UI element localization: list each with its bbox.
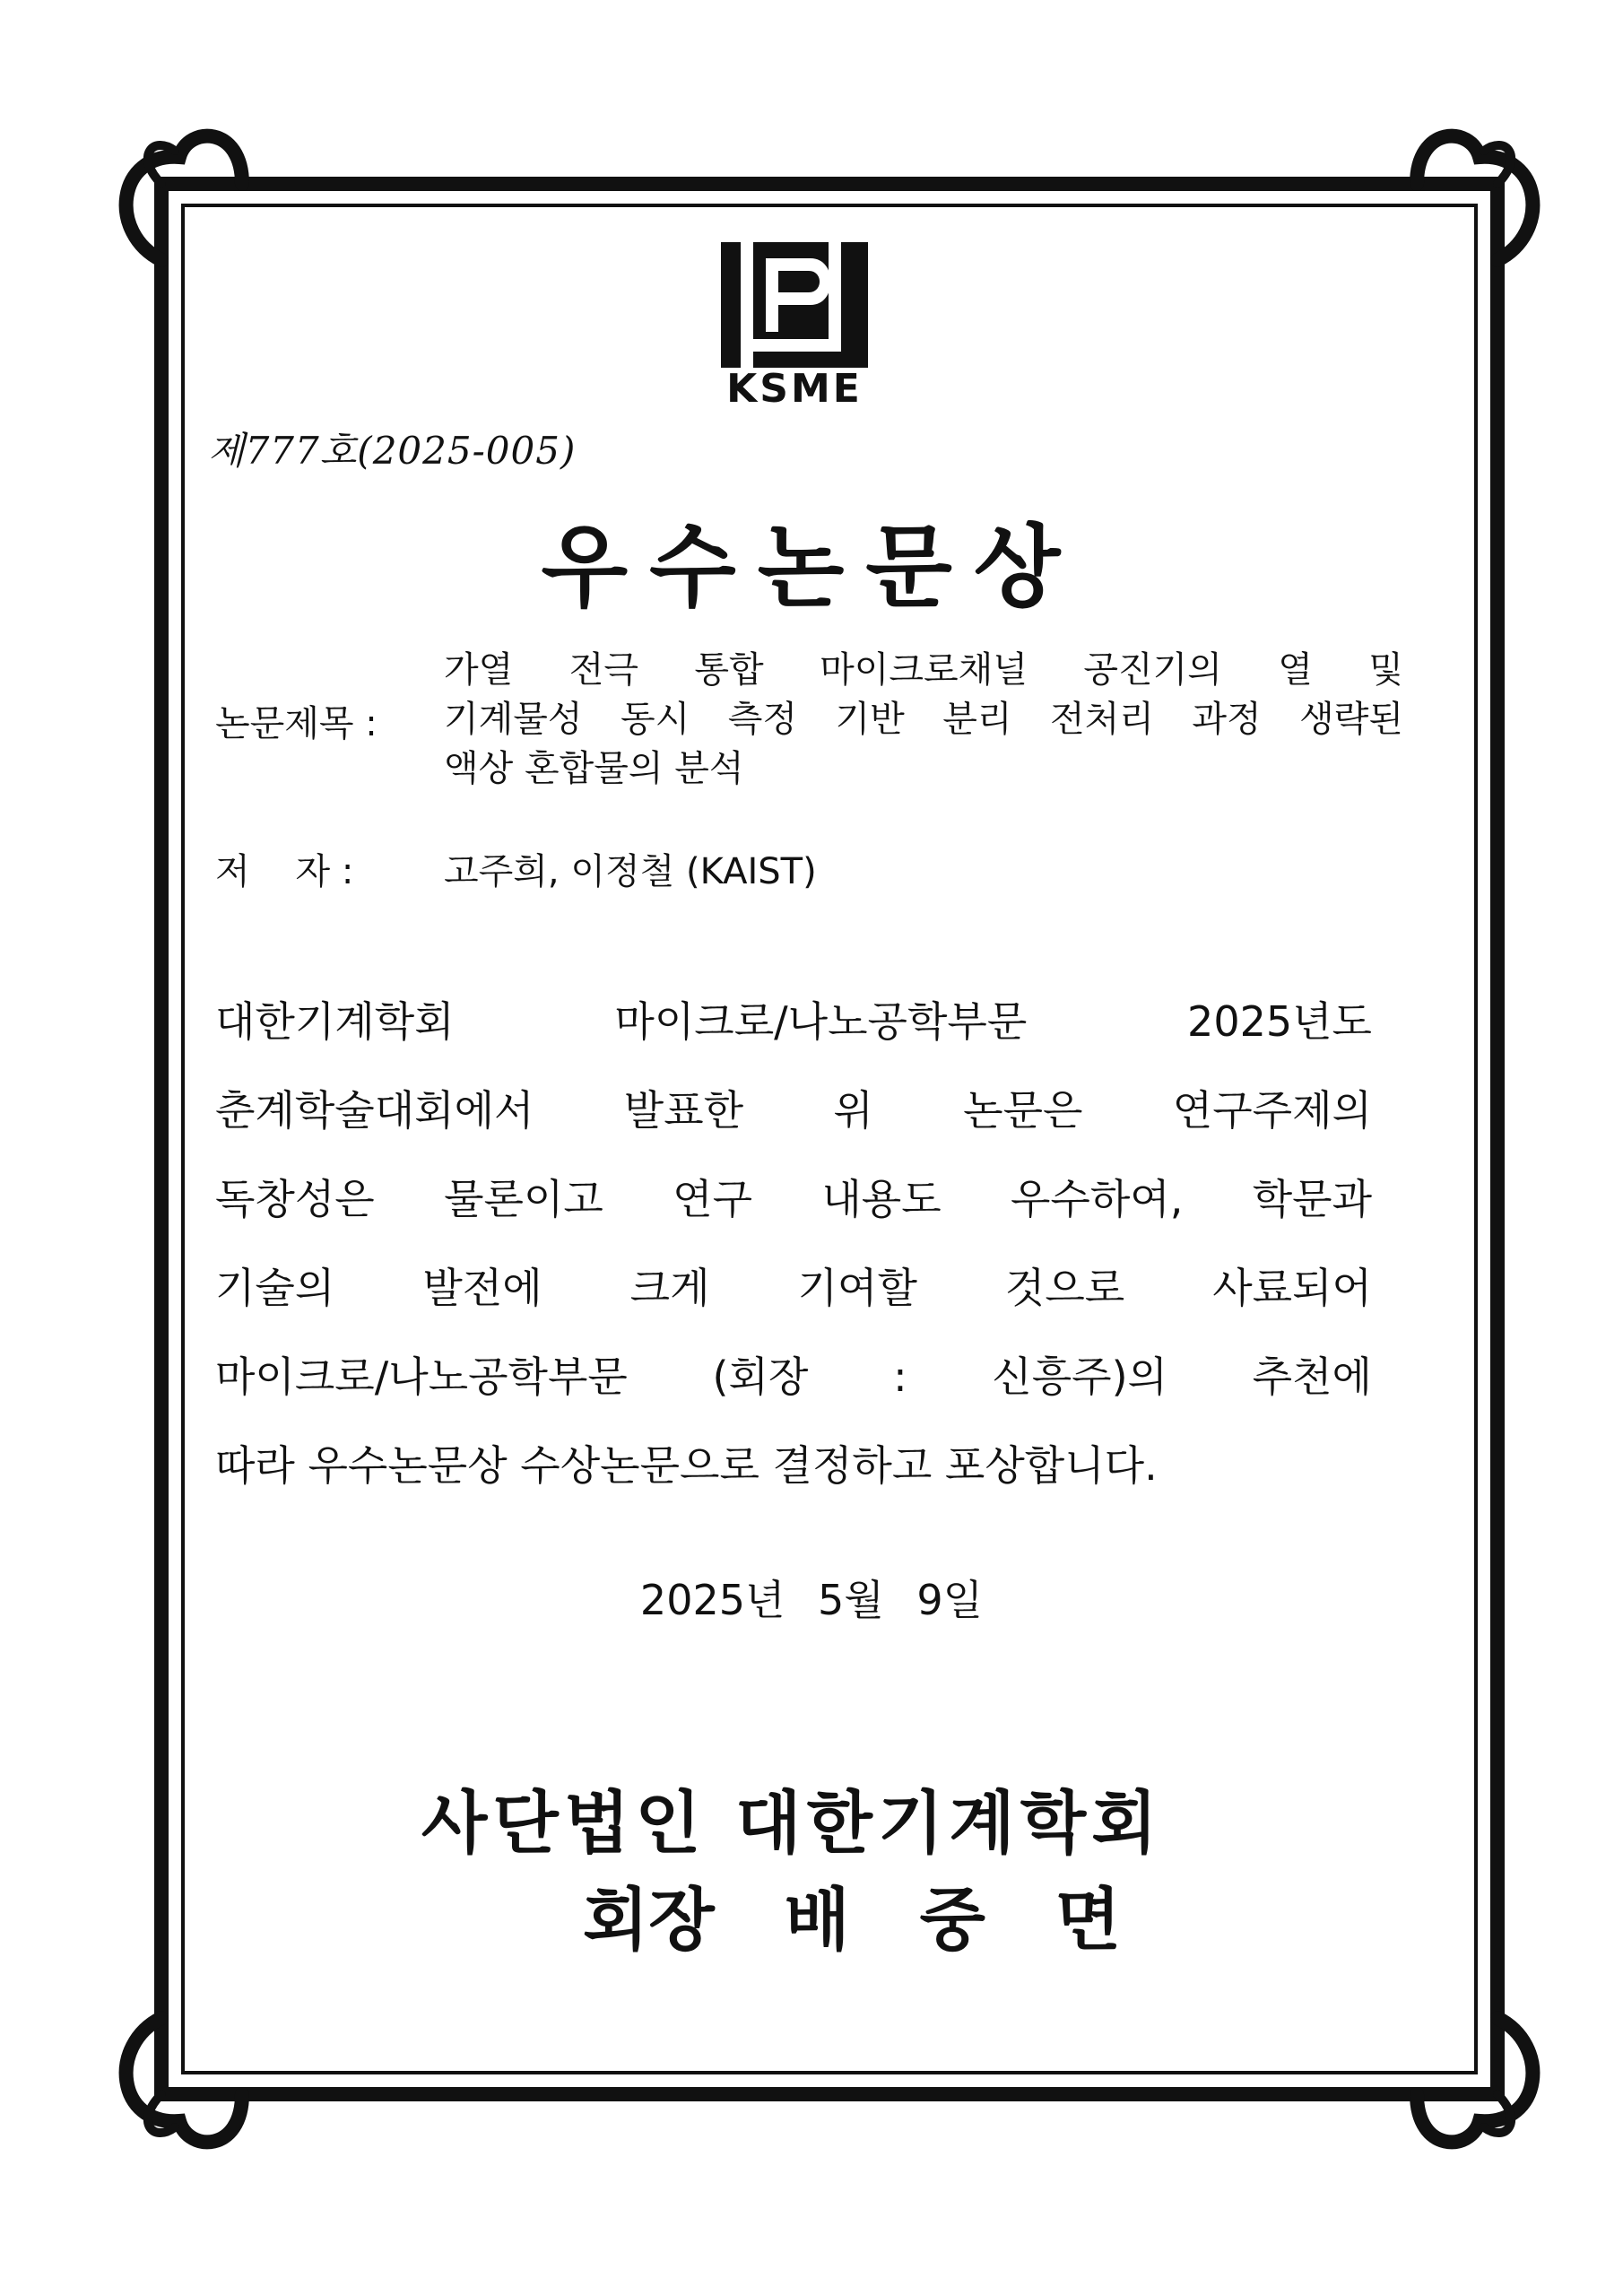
body-line: 기술의 발전에 크게 기여할 것으로 사료되어 <box>215 1264 1372 1312</box>
certificate-body <box>215 978 1372 1510</box>
issue-date: 2025년 5월 9일 <box>639 1576 984 1624</box>
paper-title-line: 기계물성 동시 측정 기반 분리 전처리 과정 생략된 <box>444 699 1403 740</box>
body-line: 독창성은 물론이고 연구 내용도 우수하여, 학문과 <box>215 1175 1372 1223</box>
authors: 고주희, 이정철 (KAIST) <box>444 851 817 892</box>
ksme-logo <box>717 242 872 412</box>
certificate-serial-number: 제777호(2025-005) <box>208 429 577 473</box>
award-title: 우수논문상 <box>541 515 1082 620</box>
paper-title-line: 액상 혼합물의 분석 <box>444 748 744 789</box>
paper-title-line: 가열 전극 통합 마이크로채널 공진기의 열 및 <box>444 649 1403 691</box>
body-line: 마이크로/나노공학부문 (회장 : 신흥주)의 추천에 <box>215 1352 1372 1401</box>
body-line: 대한기계학회 마이크로/나노공학부문 2025년도 <box>215 997 1372 1046</box>
organization-name: 사단법인 대한기계학회 <box>421 1783 1163 1863</box>
paper-title <box>444 646 1403 794</box>
body-line: 따라 우수논문상 수상논문으로 결정하고 포상합니다. <box>215 1441 1158 1490</box>
ksme-logo-text: KSME <box>726 366 863 412</box>
body-line: 춘계학술대회에서 발표한 위 논문은 연구주제의 <box>215 1086 1372 1135</box>
author-label: 저 자 : <box>215 851 354 892</box>
paper-title-label: 논문제목 : <box>215 703 378 744</box>
president-name: 회장 배 중 면 <box>583 1880 1121 1960</box>
ksme-emblem-icon <box>721 242 868 368</box>
